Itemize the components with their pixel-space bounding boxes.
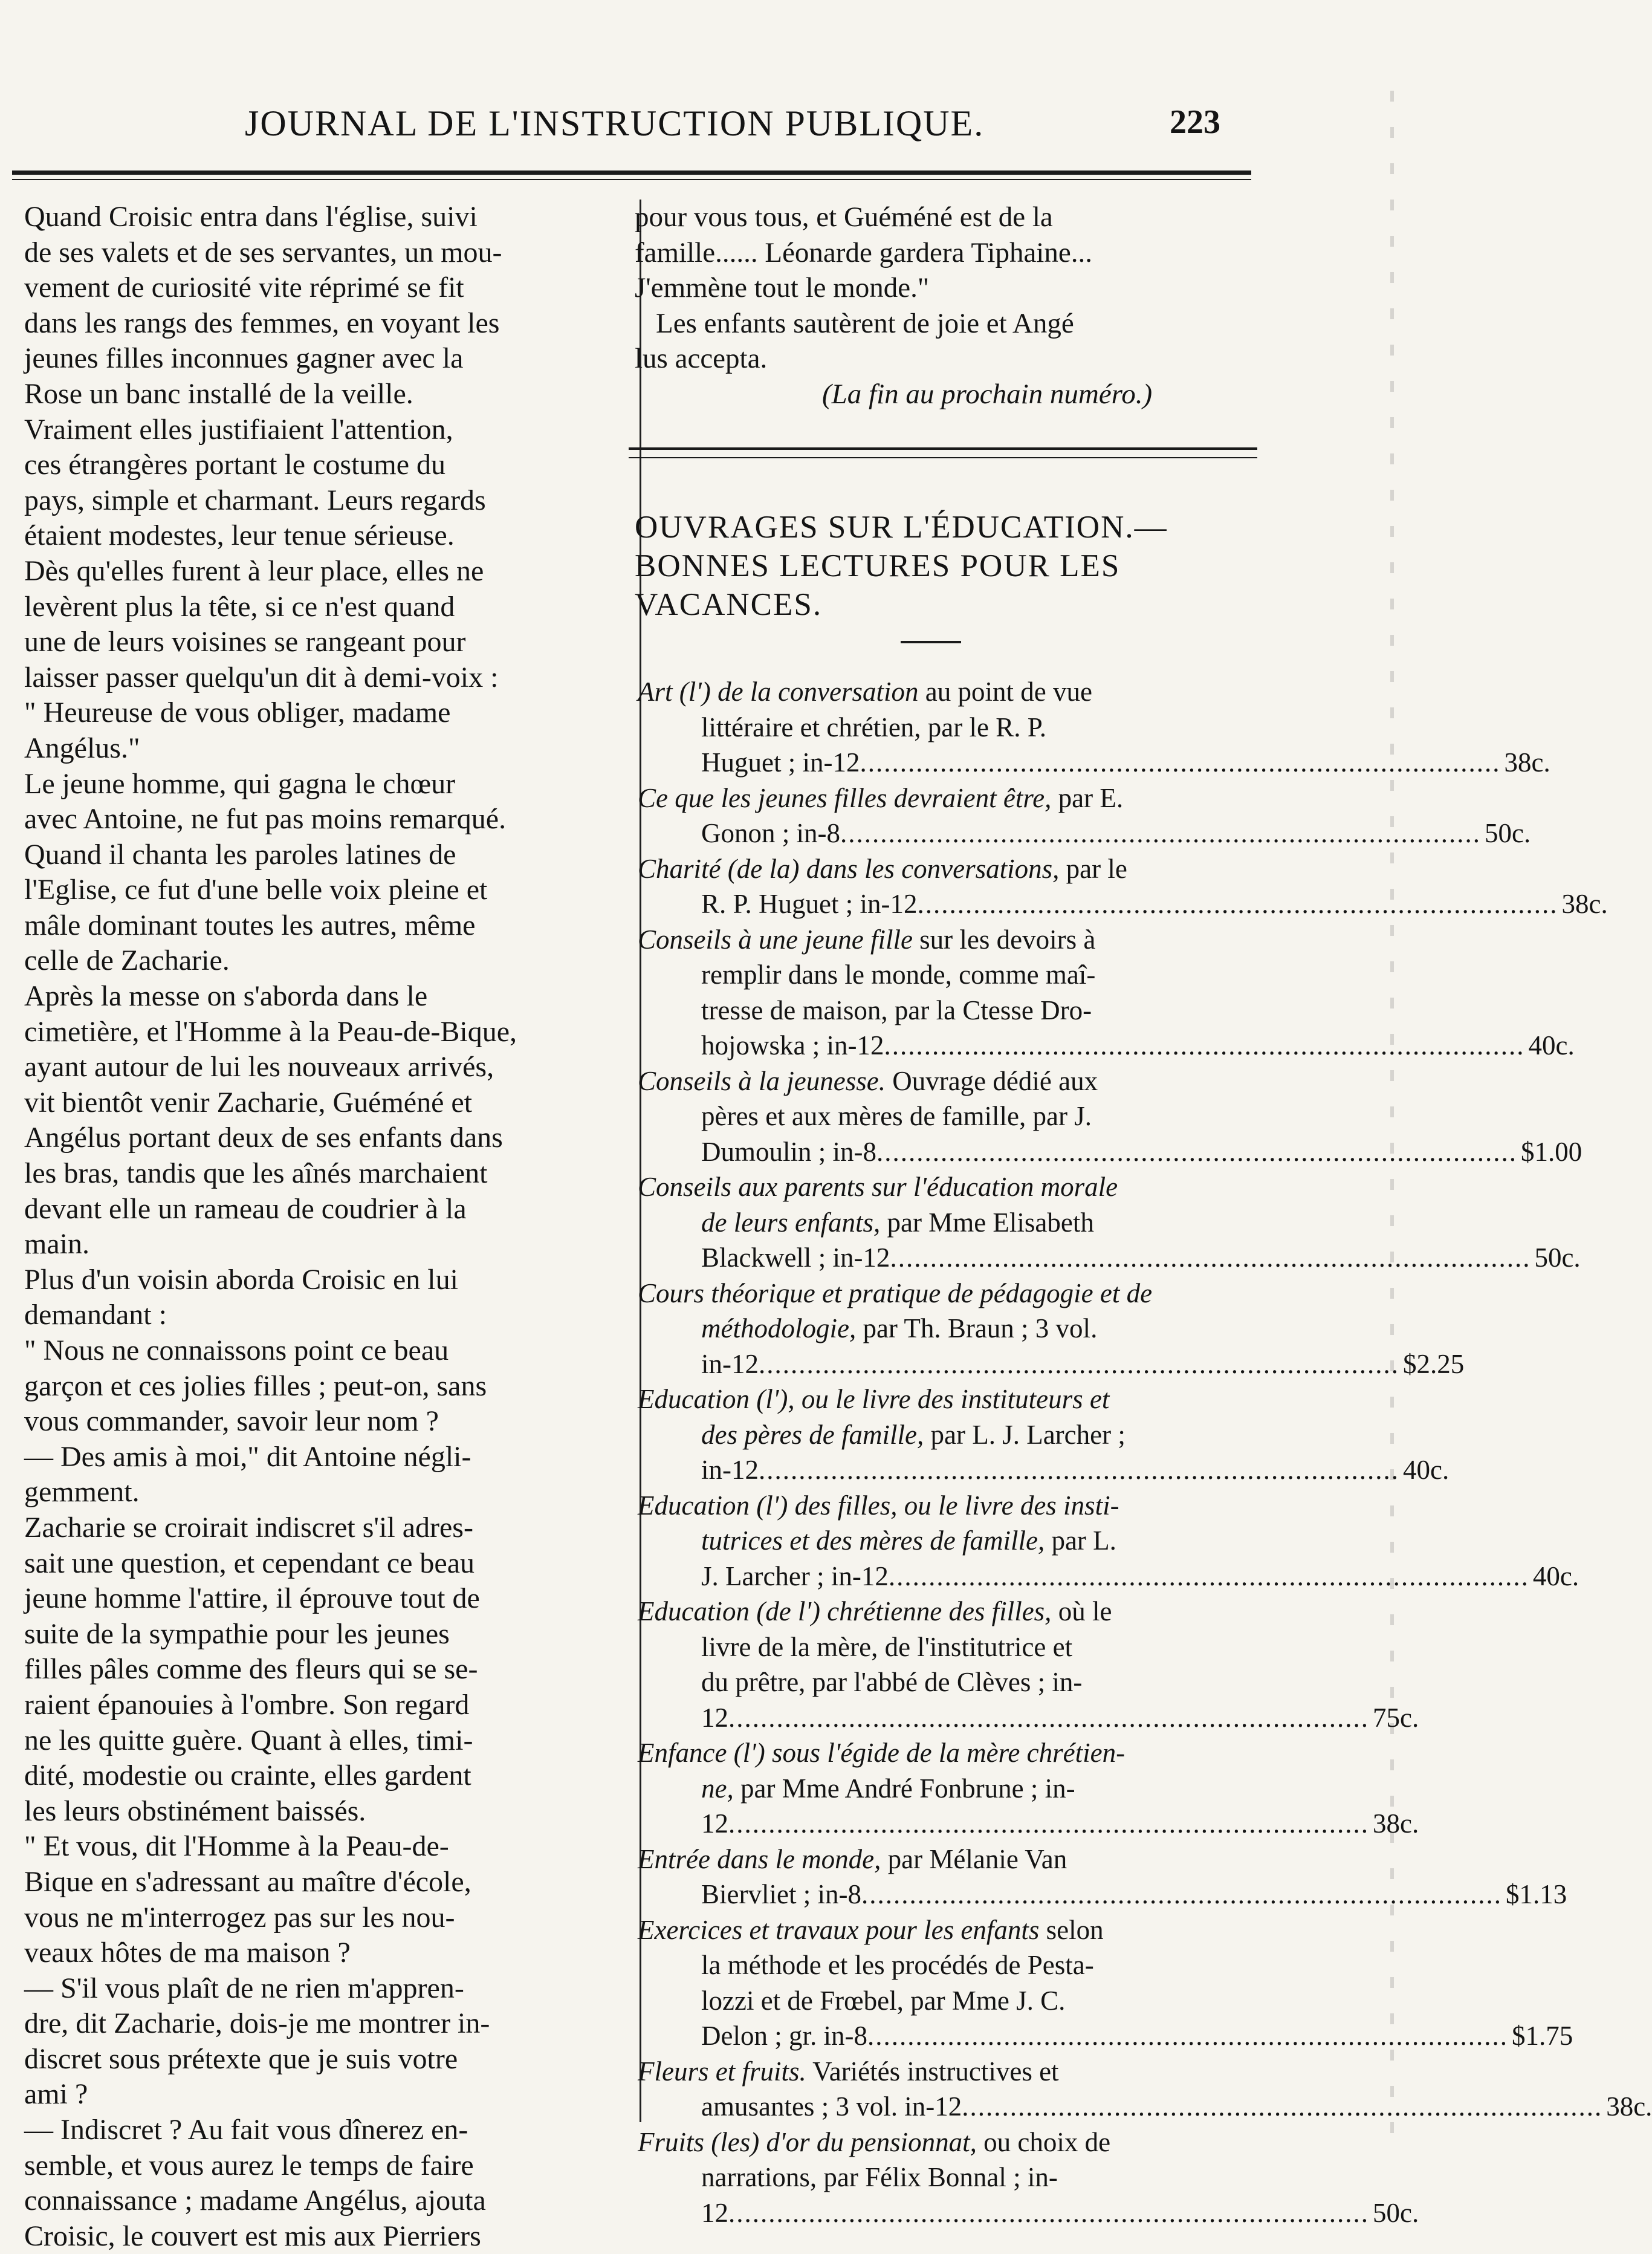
entry-detail: Blackwell ; in-12 bbox=[701, 1242, 890, 1273]
entry-text bbox=[701, 1420, 1126, 1450]
entry-detail: tresse de maison, par la Ctesse Dro- bbox=[701, 995, 1092, 1025]
entry-text bbox=[701, 2162, 1058, 2192]
entry-text bbox=[638, 1596, 1112, 1626]
entry-detail: Huguet ; in-12 bbox=[701, 747, 860, 778]
text-line: vement de curiosité vite réprimé se fit bbox=[24, 271, 464, 304]
book-price: 40c. bbox=[1528, 1030, 1575, 1060]
text-line: filles pâles comme des fleurs qui se se- bbox=[24, 1653, 478, 1686]
entry-text bbox=[638, 677, 1092, 707]
section-rule-thick bbox=[629, 447, 1257, 450]
text-line: demandant : bbox=[24, 1299, 167, 1331]
entry-text bbox=[638, 1278, 1152, 1308]
text-line: connaissance ; madame Angélus, ajouta bbox=[24, 2184, 486, 2217]
page-number: 223 bbox=[1170, 103, 1220, 141]
text-line: garçon et ces jolies filles ; peut-on, sans bbox=[24, 1369, 487, 1402]
section-title-line: OUVRAGES SUR L'ÉDUCATION.— bbox=[635, 510, 1168, 545]
book-title: de leurs enfants, bbox=[701, 1207, 881, 1238]
book-title: Education (l') des filles, ou le livre des insti- bbox=[638, 1490, 1119, 1521]
text-line: étaient modestes, leur tenue sérieuse. bbox=[24, 519, 455, 552]
entry-line bbox=[623, 1417, 1257, 1453]
entry-detail: hojowska ; in-12 bbox=[701, 1030, 884, 1060]
header-rule-thick bbox=[12, 171, 1251, 175]
book-title: Education (l'), ou le livre des instituteurs et bbox=[638, 1384, 1110, 1414]
entry-line bbox=[623, 1488, 1257, 1524]
running-title: JOURNAL DE L'INSTRUCTION PUBLIQUE. bbox=[245, 103, 985, 143]
entry-text bbox=[701, 960, 1095, 990]
entry-text bbox=[701, 1030, 884, 1060]
text-line: cimetière, et l'Homme à la Peau-de-Bique, bbox=[24, 1015, 517, 1048]
entry-detail: amusantes ; 3 vol. in-12 bbox=[701, 2091, 962, 2122]
book-price: 40c. bbox=[1403, 1455, 1450, 1485]
entry-detail: où le bbox=[1051, 1596, 1112, 1626]
entry-line bbox=[623, 1523, 1257, 1559]
entry-text bbox=[701, 995, 1092, 1025]
text-line: main. bbox=[24, 1228, 89, 1261]
entry-detail: livre de la mère, de l'institutrice et bbox=[701, 1631, 1073, 1662]
entry-line bbox=[623, 851, 1257, 887]
text-line: — S'il vous plaît de ne rien m'appren- bbox=[24, 1972, 464, 2004]
text-line: devant elle un rameau de coudrier à la bbox=[24, 1192, 467, 1225]
text-line: pour vous tous, et Guéméné est de la bbox=[635, 201, 1053, 233]
header-rule-thin bbox=[12, 179, 1251, 180]
leader-dots: ................................................................................ bbox=[840, 818, 1481, 848]
leader-dots: ................................................................................ bbox=[860, 747, 1501, 778]
leader-dots: ................................................................................ bbox=[917, 889, 1558, 919]
entry-text bbox=[701, 1207, 1094, 1238]
entry-detail: Dumoulin ; in-8 bbox=[701, 1136, 876, 1167]
entry-detail: in-12 bbox=[701, 1455, 759, 1485]
entry-text bbox=[638, 1915, 1104, 1945]
entry-detail: sur les devoirs à bbox=[912, 924, 1096, 955]
entry-detail: 12 bbox=[701, 1808, 728, 1839]
entry-line bbox=[623, 2160, 1257, 2195]
entry-detail: Biervliet ; in-8 bbox=[701, 1879, 861, 1909]
book-entry bbox=[623, 1064, 1582, 1170]
entry-detail: par Th. Braun ; 3 vol. bbox=[856, 1313, 1098, 1343]
entry-detail: R. P. Huguet ; in-12 bbox=[701, 889, 918, 919]
text-line: Croisic, le couvert est mis aux Pierriers bbox=[24, 2220, 481, 2252]
entry-text bbox=[701, 1986, 1065, 2016]
text-line: vit bientôt venir Zacharie, Guéméné et bbox=[24, 1086, 473, 1119]
leader-dots: ................................................................................ bbox=[759, 1348, 1399, 1379]
entry-text bbox=[701, 1773, 1075, 1804]
entry-text bbox=[638, 1738, 1125, 1768]
entry-line bbox=[623, 1240, 1581, 1276]
book-title: Cours théorique et pratique de pédagogie et de bbox=[638, 1278, 1153, 1308]
text-line: dité, modestie ou crainte, elles gardent bbox=[24, 1759, 471, 1792]
continuation-note: (La fin au prochain numéro.) bbox=[822, 378, 1153, 410]
book-list bbox=[623, 674, 1652, 2230]
entry-detail: pères et aux mères de famille, par J. bbox=[701, 1101, 1092, 1131]
text-line: " Nous ne connaissons point ce beau bbox=[24, 1334, 449, 1366]
text-line: ayant autour de lui les nouveaux arrivés, bbox=[24, 1051, 494, 1083]
entry-line bbox=[623, 674, 1257, 710]
book-title: Art (l') de la conversation bbox=[638, 677, 919, 707]
entry-line bbox=[623, 1771, 1257, 1807]
entry-line bbox=[623, 1169, 1257, 1205]
entry-text bbox=[701, 1101, 1092, 1131]
entry-detail: 12 bbox=[701, 1702, 728, 1733]
page-header bbox=[0, 103, 1439, 157]
entry-detail: remplir dans le monde, comme maî- bbox=[701, 960, 1096, 990]
entry-line bbox=[623, 1665, 1257, 1700]
book-title: Fruits (les) d'or du pensionnat, bbox=[638, 2126, 977, 2157]
entry-detail: Ouvrage dédié aux bbox=[885, 1065, 1098, 1096]
book-title: ne, bbox=[701, 1773, 734, 1804]
leader-dots: ................................................................................ bbox=[861, 1879, 1502, 1909]
entry-detail: du prêtre, par l'abbé de Clèves ; in- bbox=[701, 1667, 1083, 1697]
entry-detail: par Mme André Fonbrune ; in- bbox=[733, 1773, 1075, 1804]
section-title-line: VACANCES. bbox=[635, 587, 823, 622]
entry-text bbox=[638, 1490, 1119, 1521]
text-line: une de leurs voisines se rangeant pour bbox=[24, 626, 466, 658]
entry-detail: J. Larcher ; in-12 bbox=[701, 1561, 889, 1591]
book-entry bbox=[623, 2125, 1419, 2231]
book-title: Fleurs et fruits. bbox=[638, 2056, 806, 2087]
book-price: $1.13 bbox=[1505, 1879, 1567, 1909]
entry-line bbox=[623, 1346, 1465, 1382]
entry-text bbox=[638, 854, 1127, 884]
text-line: veaux hôtes de ma maison ? bbox=[24, 1937, 351, 1969]
leader-dots: ................................................................................ bbox=[728, 1808, 1369, 1839]
entry-detail: par L. J. Larcher ; bbox=[924, 1419, 1126, 1450]
entry-text bbox=[701, 1632, 1072, 1662]
text-line: Bique en s'adressant au maître d'école, bbox=[24, 1865, 471, 1898]
entry-detail: Variétés instructives et bbox=[806, 2056, 1059, 2087]
entry-line bbox=[623, 1983, 1257, 2019]
entry-detail: selon bbox=[1039, 1914, 1104, 1945]
text-line: les bras, tandis que les aînés marchaient bbox=[24, 1157, 488, 1190]
book-title: des pères de famille, bbox=[701, 1419, 924, 1450]
entry-line bbox=[623, 957, 1257, 993]
entry-detail: Delon ; gr. in-8 bbox=[701, 2021, 867, 2051]
book-entry bbox=[623, 1594, 1419, 1735]
entry-text bbox=[701, 1667, 1082, 1697]
book-price: $2.25 bbox=[1403, 1348, 1465, 1379]
text-line: Vraiment elles justifiaient l'attention, bbox=[24, 413, 453, 446]
book-title: Education (de l') chrétienne des filles, bbox=[638, 1596, 1052, 1626]
entry-detail: la méthode et les procédés de Pesta- bbox=[701, 1950, 1094, 1980]
text-line: Le jeune homme, qui gagna le chœur bbox=[24, 767, 456, 800]
book-entry bbox=[623, 1169, 1581, 1276]
leader-dots: ................................................................................ bbox=[962, 2091, 1603, 2122]
text-line: raient épanouies à l'ombre. Son regard bbox=[24, 1688, 470, 1721]
entry-text bbox=[701, 1525, 1116, 1556]
entry-detail: par Mélanie Van bbox=[881, 1843, 1067, 1874]
book-entry bbox=[623, 781, 1531, 851]
text-line: famille...... Léonarde gardera Tiphaine... bbox=[635, 236, 1092, 268]
text-line: l'Eglise, ce fut d'une belle voix pleine et bbox=[24, 874, 488, 906]
section-title-line: BONNES LECTURES POUR LES bbox=[635, 548, 1121, 583]
entry-line bbox=[623, 886, 1608, 922]
text-line: Les enfants sautèrent de joie et Angé bbox=[656, 307, 1074, 339]
entry-text bbox=[701, 1137, 876, 1167]
entry-detail: 12 bbox=[701, 2197, 728, 2228]
text-line: Angélus portant deux de ses enfants dans bbox=[24, 1122, 503, 1154]
book-title: Conseils à la jeunesse. bbox=[638, 1065, 886, 1096]
book-entry bbox=[623, 1735, 1419, 1842]
entry-text bbox=[701, 889, 918, 919]
text-line: " Et vous, dit l'Homme à la Peau-de- bbox=[24, 1830, 449, 1863]
leader-dots: ................................................................................ bbox=[867, 2021, 1508, 2051]
text-line: jeunes filles inconnues gagner avec la bbox=[24, 342, 464, 375]
entry-line bbox=[623, 922, 1257, 958]
text-line: de ses valets et de ses servantes, un mou- bbox=[24, 236, 502, 268]
text-line: ami ? bbox=[24, 2078, 88, 2111]
book-entry bbox=[623, 1912, 1573, 2054]
section-title bbox=[623, 508, 1251, 624]
book-title: méthodologie, bbox=[701, 1313, 857, 1343]
entry-line bbox=[623, 1452, 1450, 1488]
book-entry bbox=[623, 1488, 1579, 1594]
entry-line bbox=[623, 2089, 1652, 2125]
entry-text bbox=[701, 2198, 728, 2228]
entry-line bbox=[623, 1276, 1257, 1311]
book-title: Enfance (l') sous l'égide de la mère chrétien- bbox=[638, 1738, 1126, 1768]
entry-line bbox=[623, 816, 1531, 851]
entry-text bbox=[701, 712, 1046, 742]
book-title: Conseils aux parents sur l'éducation morale bbox=[638, 1172, 1118, 1202]
entry-text bbox=[701, 2091, 962, 2122]
entry-line bbox=[623, 2018, 1573, 2054]
entry-line bbox=[623, 2054, 1257, 2090]
entry-line bbox=[623, 1311, 1257, 1346]
book-price: $1.75 bbox=[1511, 2021, 1573, 2051]
leader-dots: ................................................................................ bbox=[759, 1455, 1399, 1485]
entry-line bbox=[623, 1877, 1567, 1912]
entry-detail: par Mme Elisabeth bbox=[880, 1207, 1094, 1238]
entry-text bbox=[701, 1950, 1094, 1980]
text-line: laisser passer quelqu'un dit à demi-voix : bbox=[24, 661, 499, 693]
text-line: Dès qu'elles furent à leur place, elles ne bbox=[24, 554, 484, 587]
entry-line bbox=[623, 1735, 1257, 1771]
leader-dots: ................................................................................ bbox=[728, 1702, 1369, 1733]
text-line: lus accepta. bbox=[635, 343, 768, 375]
text-line: ces étrangères portant le costume du bbox=[24, 449, 446, 481]
entry-line bbox=[623, 1099, 1257, 1134]
story-conclusion bbox=[623, 200, 1257, 412]
entry-text bbox=[701, 1313, 1097, 1343]
text-line: Après la messe on s'aborda dans le bbox=[24, 980, 428, 1013]
text-line: sait une question, et cependant ce beau bbox=[24, 1547, 475, 1579]
text-line: celle de Zacharie. bbox=[24, 944, 230, 977]
book-price: 50c. bbox=[1534, 1242, 1581, 1273]
entry-line bbox=[623, 1559, 1579, 1594]
entry-text bbox=[638, 1384, 1109, 1414]
text-line: Zacharie se croirait indiscret s'il adres- bbox=[24, 1511, 473, 1544]
entry-text bbox=[638, 924, 1095, 955]
text-line: vous ne m'interrogez pas sur les nou- bbox=[24, 1901, 455, 1934]
title-dash bbox=[901, 641, 961, 643]
entry-line bbox=[623, 2195, 1419, 2231]
entry-text bbox=[701, 1455, 759, 1485]
text-line: levèrent plus la tête, si ce n'est quand bbox=[24, 590, 455, 623]
book-price: 38c. bbox=[1373, 1808, 1419, 1839]
entry-line bbox=[623, 1134, 1582, 1170]
entry-text bbox=[638, 783, 1123, 813]
book-title: Exercices et travaux pour les enfants bbox=[638, 1914, 1040, 1945]
entry-detail: au point de vue bbox=[918, 677, 1092, 707]
entry-text bbox=[701, 1242, 890, 1273]
text-line: Angélus." bbox=[24, 732, 140, 764]
entry-text bbox=[638, 2056, 1059, 2087]
entry-line bbox=[623, 1947, 1257, 1983]
text-line: les leurs obstinément baissés. bbox=[24, 1794, 366, 1827]
book-price: 75c. bbox=[1373, 1702, 1419, 1733]
text-line: gemment. bbox=[24, 1476, 140, 1509]
entry-line bbox=[623, 1064, 1257, 1099]
text-line: dre, dit Zacharie, dois-je me montrer in- bbox=[24, 2007, 490, 2040]
book-price: 38c. bbox=[1606, 2091, 1652, 2122]
book-price: $1.00 bbox=[1521, 1136, 1582, 1167]
book-entry bbox=[623, 1842, 1567, 1912]
text-line: — Indiscret ? Au fait vous dînerez en- bbox=[24, 2114, 468, 2146]
text-line: pays, simple et charmant. Leurs regards bbox=[24, 484, 486, 516]
text-line: ne les quitte guère. Quant à elles, timi- bbox=[24, 1724, 473, 1756]
entry-line bbox=[623, 1912, 1257, 1948]
entry-text bbox=[638, 1172, 1118, 1202]
entry-detail: par E. bbox=[1051, 782, 1124, 813]
text-line: J'emmène tout le monde." bbox=[635, 272, 930, 304]
entry-detail: par L. bbox=[1045, 1525, 1116, 1556]
book-entry bbox=[623, 1382, 1450, 1488]
entry-line bbox=[623, 1205, 1257, 1241]
entry-line bbox=[623, 1629, 1257, 1665]
leader-dots: ................................................................................ bbox=[876, 1136, 1517, 1167]
book-entry bbox=[623, 2054, 1652, 2125]
entry-text bbox=[701, 1879, 861, 1909]
text-line: suite de la sympathie pour les jeunes bbox=[24, 1617, 450, 1650]
entry-line bbox=[623, 1806, 1419, 1842]
text-line: avec Antoine, ne fut pas moins remarqué. bbox=[24, 803, 507, 836]
entry-text bbox=[701, 2021, 867, 2051]
book-entry bbox=[623, 851, 1608, 922]
leader-dots: ................................................................................ bbox=[728, 2197, 1369, 2228]
entry-detail: ou choix de bbox=[976, 2126, 1111, 2157]
text-line: " Heureuse de vous obliger, madame bbox=[24, 697, 451, 729]
entry-text bbox=[638, 1844, 1067, 1874]
section-rule-thin bbox=[629, 457, 1257, 458]
book-entry bbox=[623, 1276, 1465, 1382]
book-price: 38c. bbox=[1504, 747, 1550, 778]
book-entry bbox=[623, 922, 1575, 1064]
text-line: vous commander, savoir leur nom ? bbox=[24, 1405, 439, 1438]
entry-line bbox=[623, 2125, 1257, 2160]
text-line: Rose un banc installé de la veille. bbox=[24, 377, 413, 410]
entry-text bbox=[638, 1066, 1098, 1096]
book-price: 50c. bbox=[1373, 2197, 1419, 2228]
entry-detail: in-12 bbox=[701, 1348, 759, 1379]
text-line: Quand il chanta les paroles latines de bbox=[24, 838, 456, 871]
book-entry bbox=[623, 674, 1550, 781]
book-price: 50c. bbox=[1485, 818, 1531, 848]
book-title: tutrices et des mères de famille, bbox=[701, 1525, 1045, 1556]
text-line: dans les rangs des femmes, en voyant les bbox=[24, 307, 500, 339]
text-line: mâle dominant toutes les autres, même bbox=[24, 909, 476, 941]
entry-text bbox=[701, 1703, 728, 1733]
entry-text bbox=[701, 1349, 759, 1379]
entry-line bbox=[623, 1594, 1257, 1629]
entry-line bbox=[623, 1382, 1257, 1417]
entry-text bbox=[701, 1808, 728, 1839]
entry-line bbox=[623, 993, 1257, 1028]
book-price: 40c. bbox=[1532, 1561, 1579, 1591]
leader-dots: ................................................................................ bbox=[884, 1030, 1525, 1060]
entry-text bbox=[638, 2127, 1110, 2157]
entry-text bbox=[701, 1561, 889, 1591]
text-line: jeune homme l'attire, il éprouve tout de bbox=[24, 1582, 480, 1615]
entry-line bbox=[623, 1700, 1419, 1736]
text-line: Plus d'un voisin aborda Croisic en lui bbox=[24, 1263, 458, 1296]
entry-detail: par le bbox=[1059, 853, 1127, 884]
text-line: Quand Croisic entra dans l'église, suivi bbox=[24, 201, 478, 233]
leader-dots: ................................................................................ bbox=[888, 1561, 1529, 1591]
entry-detail: Gonon ; in-8 bbox=[701, 818, 840, 848]
entry-detail: narrations, par Félix Bonnal ; in- bbox=[701, 2162, 1058, 2192]
entry-line bbox=[623, 1842, 1257, 1877]
entry-line bbox=[623, 710, 1257, 745]
entry-line bbox=[623, 781, 1257, 816]
left-column-text bbox=[24, 200, 623, 2254]
book-price: 38c. bbox=[1561, 889, 1608, 919]
entry-detail: littéraire et chrétien, par le R. P. bbox=[701, 712, 1047, 742]
text-line: discret sous prétexte que je suis votre bbox=[24, 2042, 458, 2075]
entry-line bbox=[623, 1028, 1575, 1064]
entry-line bbox=[623, 745, 1550, 781]
entry-text bbox=[701, 818, 840, 848]
entry-detail: lozzi et de Frœbel, par Mme J. C. bbox=[701, 1985, 1066, 2016]
book-title: Charité (de la) dans les conversations, bbox=[638, 853, 1060, 884]
book-title: Entrée dans le monde, bbox=[638, 1843, 881, 1874]
book-title: Ce que les jeunes filles devraient être, bbox=[638, 782, 1052, 813]
leader-dots: ................................................................................ bbox=[890, 1242, 1531, 1273]
text-line: — Des amis à moi," dit Antoine négli- bbox=[24, 1440, 471, 1473]
text-line: semble, et vous aurez le temps de faire bbox=[24, 2149, 474, 2181]
entry-text bbox=[701, 747, 860, 778]
book-title: Conseils à une jeune fille bbox=[638, 924, 913, 955]
